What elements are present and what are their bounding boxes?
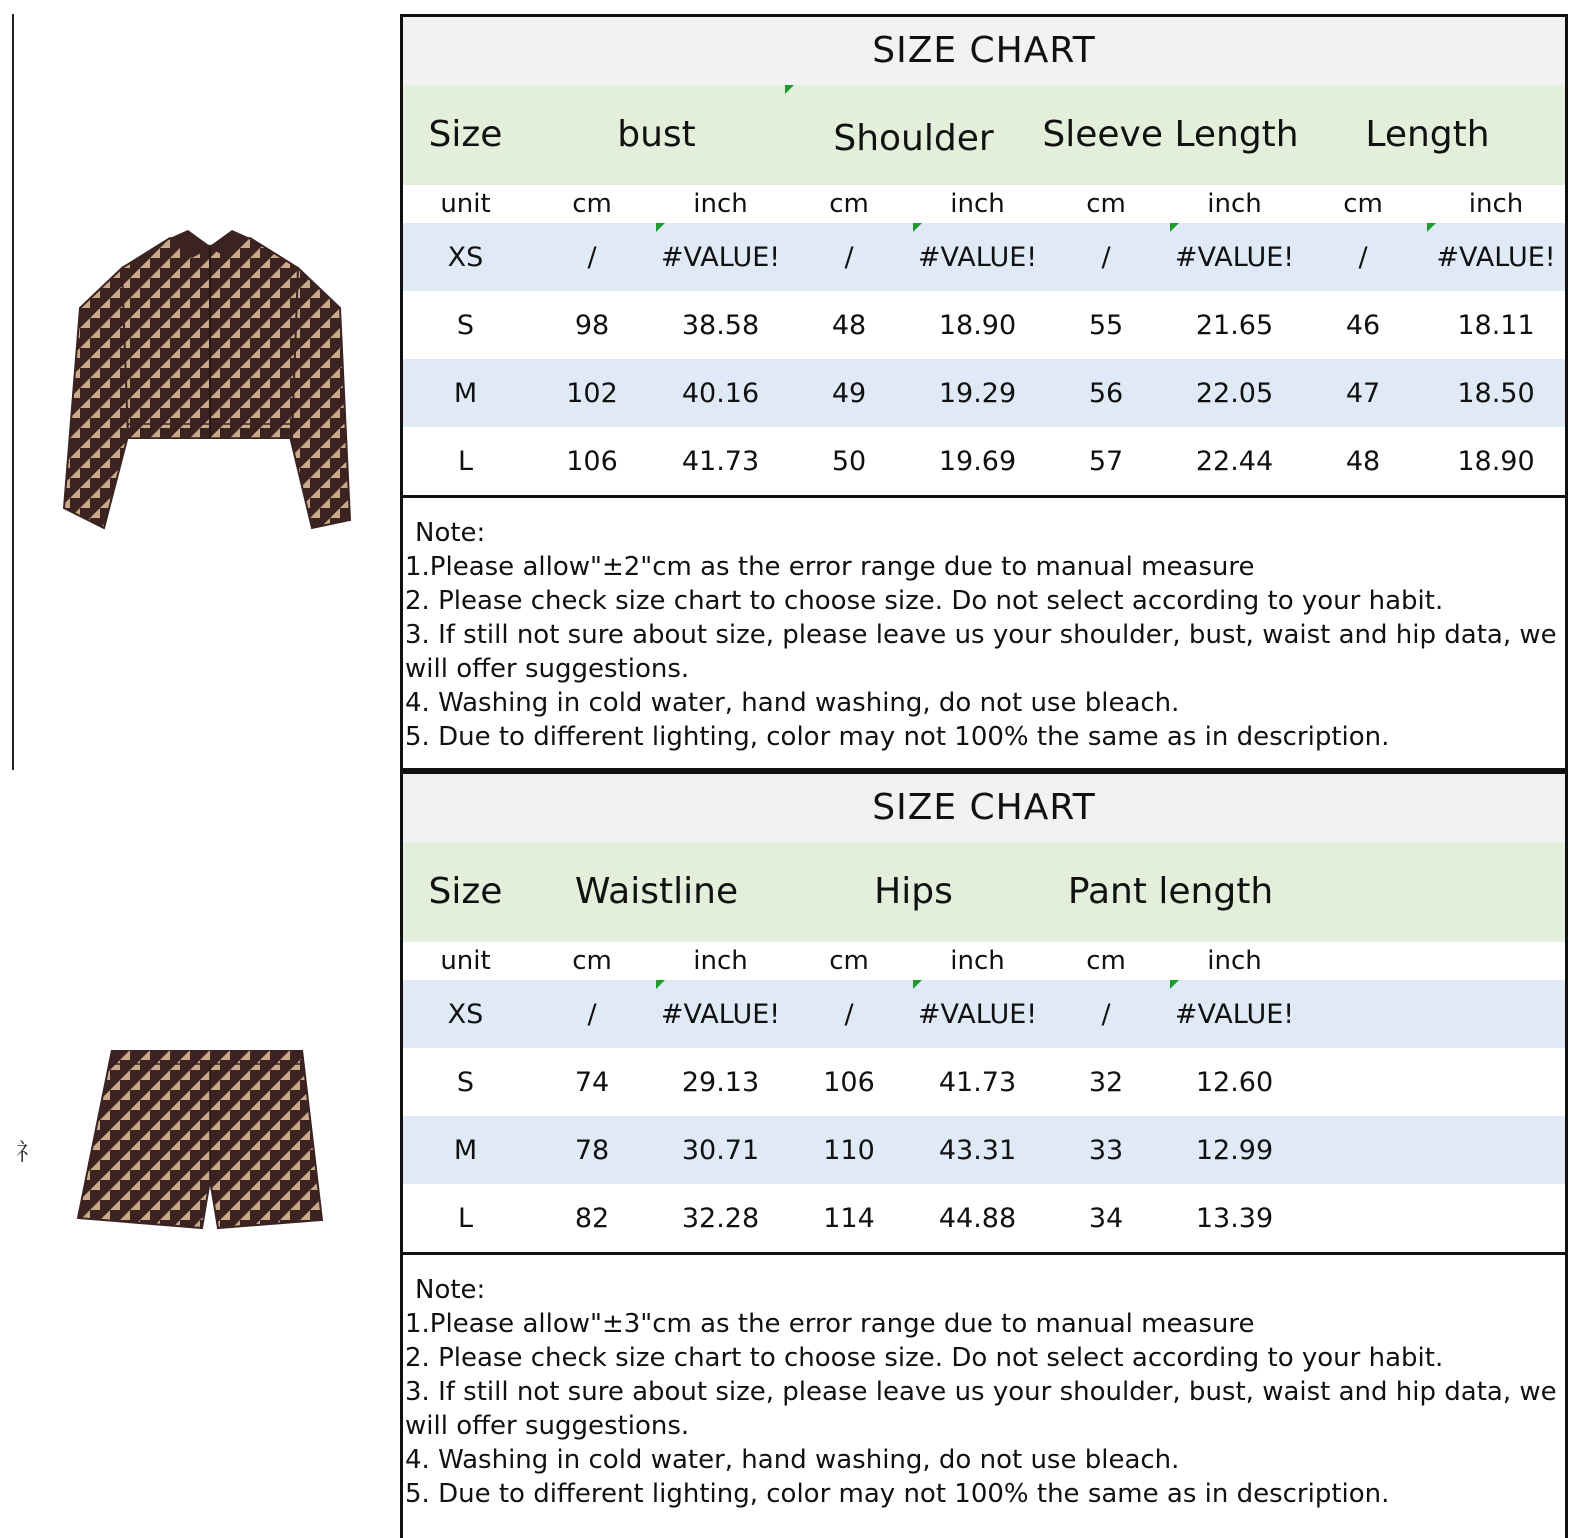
table-cell: 110 — [823, 1134, 875, 1166]
unit-cell: cm — [829, 189, 869, 219]
table-cell: #VALUE! — [1174, 998, 1295, 1030]
table-cell: 114 — [823, 1202, 875, 1234]
cell-comment-marker — [785, 85, 794, 94]
header-row — [403, 85, 1565, 185]
note-line: 4. Washing in cold water, hand washing, do not use bleach. — [405, 1445, 1180, 1475]
cell-comment-marker — [913, 223, 922, 232]
note-line: 5. Due to different lighting, color may not 100% the same as in description. — [405, 722, 1390, 752]
table-cell: / — [1358, 241, 1368, 273]
cell-comment-marker — [656, 223, 665, 232]
table-cell: 19.29 — [938, 377, 1017, 409]
table-cell: #VALUE! — [1436, 241, 1556, 273]
unit-cell: inch — [1468, 189, 1524, 219]
table-cell: 102 — [566, 377, 618, 409]
size-label: XS — [447, 998, 484, 1030]
table-cell: 13.39 — [1195, 1202, 1274, 1234]
chart-title: SIZE CHART — [403, 17, 1565, 85]
table-cell: 18.11 — [1457, 309, 1535, 341]
size-label: XS — [447, 241, 484, 273]
table-row-s — [403, 291, 1565, 359]
table-cell: / — [587, 241, 597, 273]
table-cell: / — [587, 998, 597, 1030]
table-cell: / — [1101, 241, 1111, 273]
note-line: 2. Please check size chart to choose size. Do not select according to your habit. — [405, 586, 1444, 616]
unit-label: unit — [440, 189, 491, 219]
top-size-chart — [400, 14, 1568, 771]
notes-title: Note: — [415, 518, 486, 548]
table-cell: 106 — [566, 445, 618, 477]
table-cell: 40.16 — [681, 377, 760, 409]
table-cell: 48 — [831, 309, 867, 341]
unit-cell: inch — [950, 946, 1005, 976]
table-cell: 41.73 — [938, 1066, 1017, 1098]
table-cell: #VALUE! — [917, 241, 1038, 273]
unit-cell: cm — [572, 946, 612, 976]
table-cell: 38.58 — [681, 309, 760, 341]
table-cell: 82 — [574, 1202, 610, 1234]
bottom-size-chart — [400, 771, 1568, 1538]
note-line: 1.Please allow"±3"cm as the error range due to manual measure — [405, 1309, 1255, 1339]
table-cell: #VALUE! — [1174, 241, 1295, 273]
table-row-xs — [403, 223, 1565, 291]
table-row-l — [403, 1184, 1565, 1252]
unit-cell: cm — [1086, 189, 1126, 219]
note-line: 5. Due to different lighting, color may not 100% the same as in description. — [405, 1479, 1390, 1509]
table-cell: #VALUE! — [660, 241, 781, 273]
unit-cell: cm — [572, 189, 612, 219]
header-size: Size — [428, 871, 503, 912]
size-label: S — [456, 1066, 475, 1098]
left-divider-line — [12, 14, 14, 770]
unit-cell: inch — [693, 189, 748, 219]
unit-cell: inch — [693, 946, 748, 976]
cell-comment-marker — [656, 980, 665, 989]
notes-block — [403, 498, 1565, 754]
table-cell: 55 — [1088, 309, 1124, 341]
table-cell: #VALUE! — [660, 998, 781, 1030]
unit-cell: cm — [1343, 189, 1383, 219]
table-cell: 30.71 — [681, 1134, 760, 1166]
stray-glyph: 礻 — [16, 1138, 40, 1166]
table-cell: 12.99 — [1195, 1134, 1274, 1166]
table-cell: 98 — [574, 309, 610, 341]
unit-cell: inch — [1207, 189, 1262, 219]
size-label: M — [453, 377, 478, 409]
table-cell: 57 — [1088, 445, 1124, 477]
table-row-m — [403, 1116, 1565, 1184]
header-bust: bust — [617, 114, 696, 155]
table-cell: / — [844, 998, 854, 1030]
cell-comment-marker — [1427, 223, 1436, 232]
table-cell: 49 — [831, 377, 867, 409]
table-cell: 22.05 — [1195, 377, 1274, 409]
unit-cell: inch — [950, 189, 1005, 219]
notes-block — [403, 1255, 1565, 1511]
note-line: 3. If still not sure about size, please leave us your shoulder, bust, waist and hip data, we will offer suggestions. — [405, 620, 1557, 684]
header-hips: Hips — [874, 871, 953, 912]
size-label: S — [456, 309, 475, 341]
unit-label: unit — [440, 946, 491, 976]
table-cell: 44.88 — [938, 1202, 1017, 1234]
table-cell: 21.65 — [1195, 309, 1274, 341]
table-cell: 78 — [574, 1134, 610, 1166]
table-row-l — [403, 427, 1565, 495]
cell-comment-marker — [1170, 980, 1179, 989]
shorts-product-image — [70, 1050, 350, 1260]
note-line: 2. Please check size chart to choose size. Do not select according to your habit. — [405, 1343, 1444, 1373]
table-cell: #VALUE! — [917, 998, 1038, 1030]
table-cell: 41.73 — [681, 445, 760, 477]
size-label: L — [457, 1202, 474, 1234]
unit-row — [403, 185, 1565, 223]
table-cell: 32 — [1088, 1066, 1124, 1098]
table-cell: 46 — [1345, 309, 1381, 341]
table-cell: 32.28 — [681, 1202, 760, 1234]
header-waistline: Waistline — [574, 871, 739, 912]
header-shoulder: Shoulder — [833, 118, 994, 159]
table-cell: 48 — [1345, 445, 1381, 477]
unit-row — [403, 942, 1565, 980]
table-cell: 43.31 — [938, 1134, 1017, 1166]
unit-cell: cm — [829, 946, 869, 976]
size-label: L — [457, 445, 474, 477]
header-row — [403, 842, 1565, 942]
cell-comment-marker — [1170, 223, 1179, 232]
table-cell: 34 — [1088, 1202, 1124, 1234]
table-cell: 29.13 — [681, 1066, 760, 1098]
table-cell: 47 — [1345, 377, 1381, 409]
unit-cell: cm — [1086, 946, 1126, 976]
header-length: Length — [1365, 114, 1490, 155]
jacket-product-image — [60, 228, 360, 540]
table-row-xs — [403, 980, 1565, 1048]
note-line: 1.Please allow"±2"cm as the error range due to manual measure — [405, 552, 1255, 582]
table-cell: 33 — [1088, 1134, 1124, 1166]
cell-comment-marker — [913, 980, 922, 989]
table-cell: 56 — [1088, 377, 1124, 409]
unit-cell: inch — [1207, 946, 1262, 976]
table-cell: 19.69 — [938, 445, 1017, 477]
notes-title: Note: — [415, 1275, 486, 1305]
table-row-s — [403, 1048, 1565, 1116]
table-cell: 22.44 — [1195, 445, 1274, 477]
table-cell: 18.90 — [938, 309, 1017, 341]
table-cell: / — [1101, 998, 1111, 1030]
header-sleeve-length: Sleeve Length — [1042, 114, 1299, 155]
table-cell: 12.60 — [1195, 1066, 1274, 1098]
table-cell: / — [844, 241, 854, 273]
header-pant-length: Pant length — [1067, 871, 1274, 912]
table-cell: 50 — [831, 445, 867, 477]
note-line: 3. If still not sure about size, please leave us your shoulder, bust, waist and hip data, we will offer suggestions. — [405, 1377, 1557, 1441]
size-label: M — [453, 1134, 478, 1166]
table-cell: 18.50 — [1457, 377, 1535, 409]
table-cell: 106 — [823, 1066, 875, 1098]
table-cell: 74 — [574, 1066, 610, 1098]
note-line: 4. Washing in cold water, hand washing, do not use bleach. — [405, 688, 1180, 718]
header-size: Size — [428, 114, 503, 155]
chart-title: SIZE CHART — [403, 774, 1565, 842]
table-row-m — [403, 359, 1565, 427]
table-cell: 18.90 — [1457, 445, 1535, 477]
